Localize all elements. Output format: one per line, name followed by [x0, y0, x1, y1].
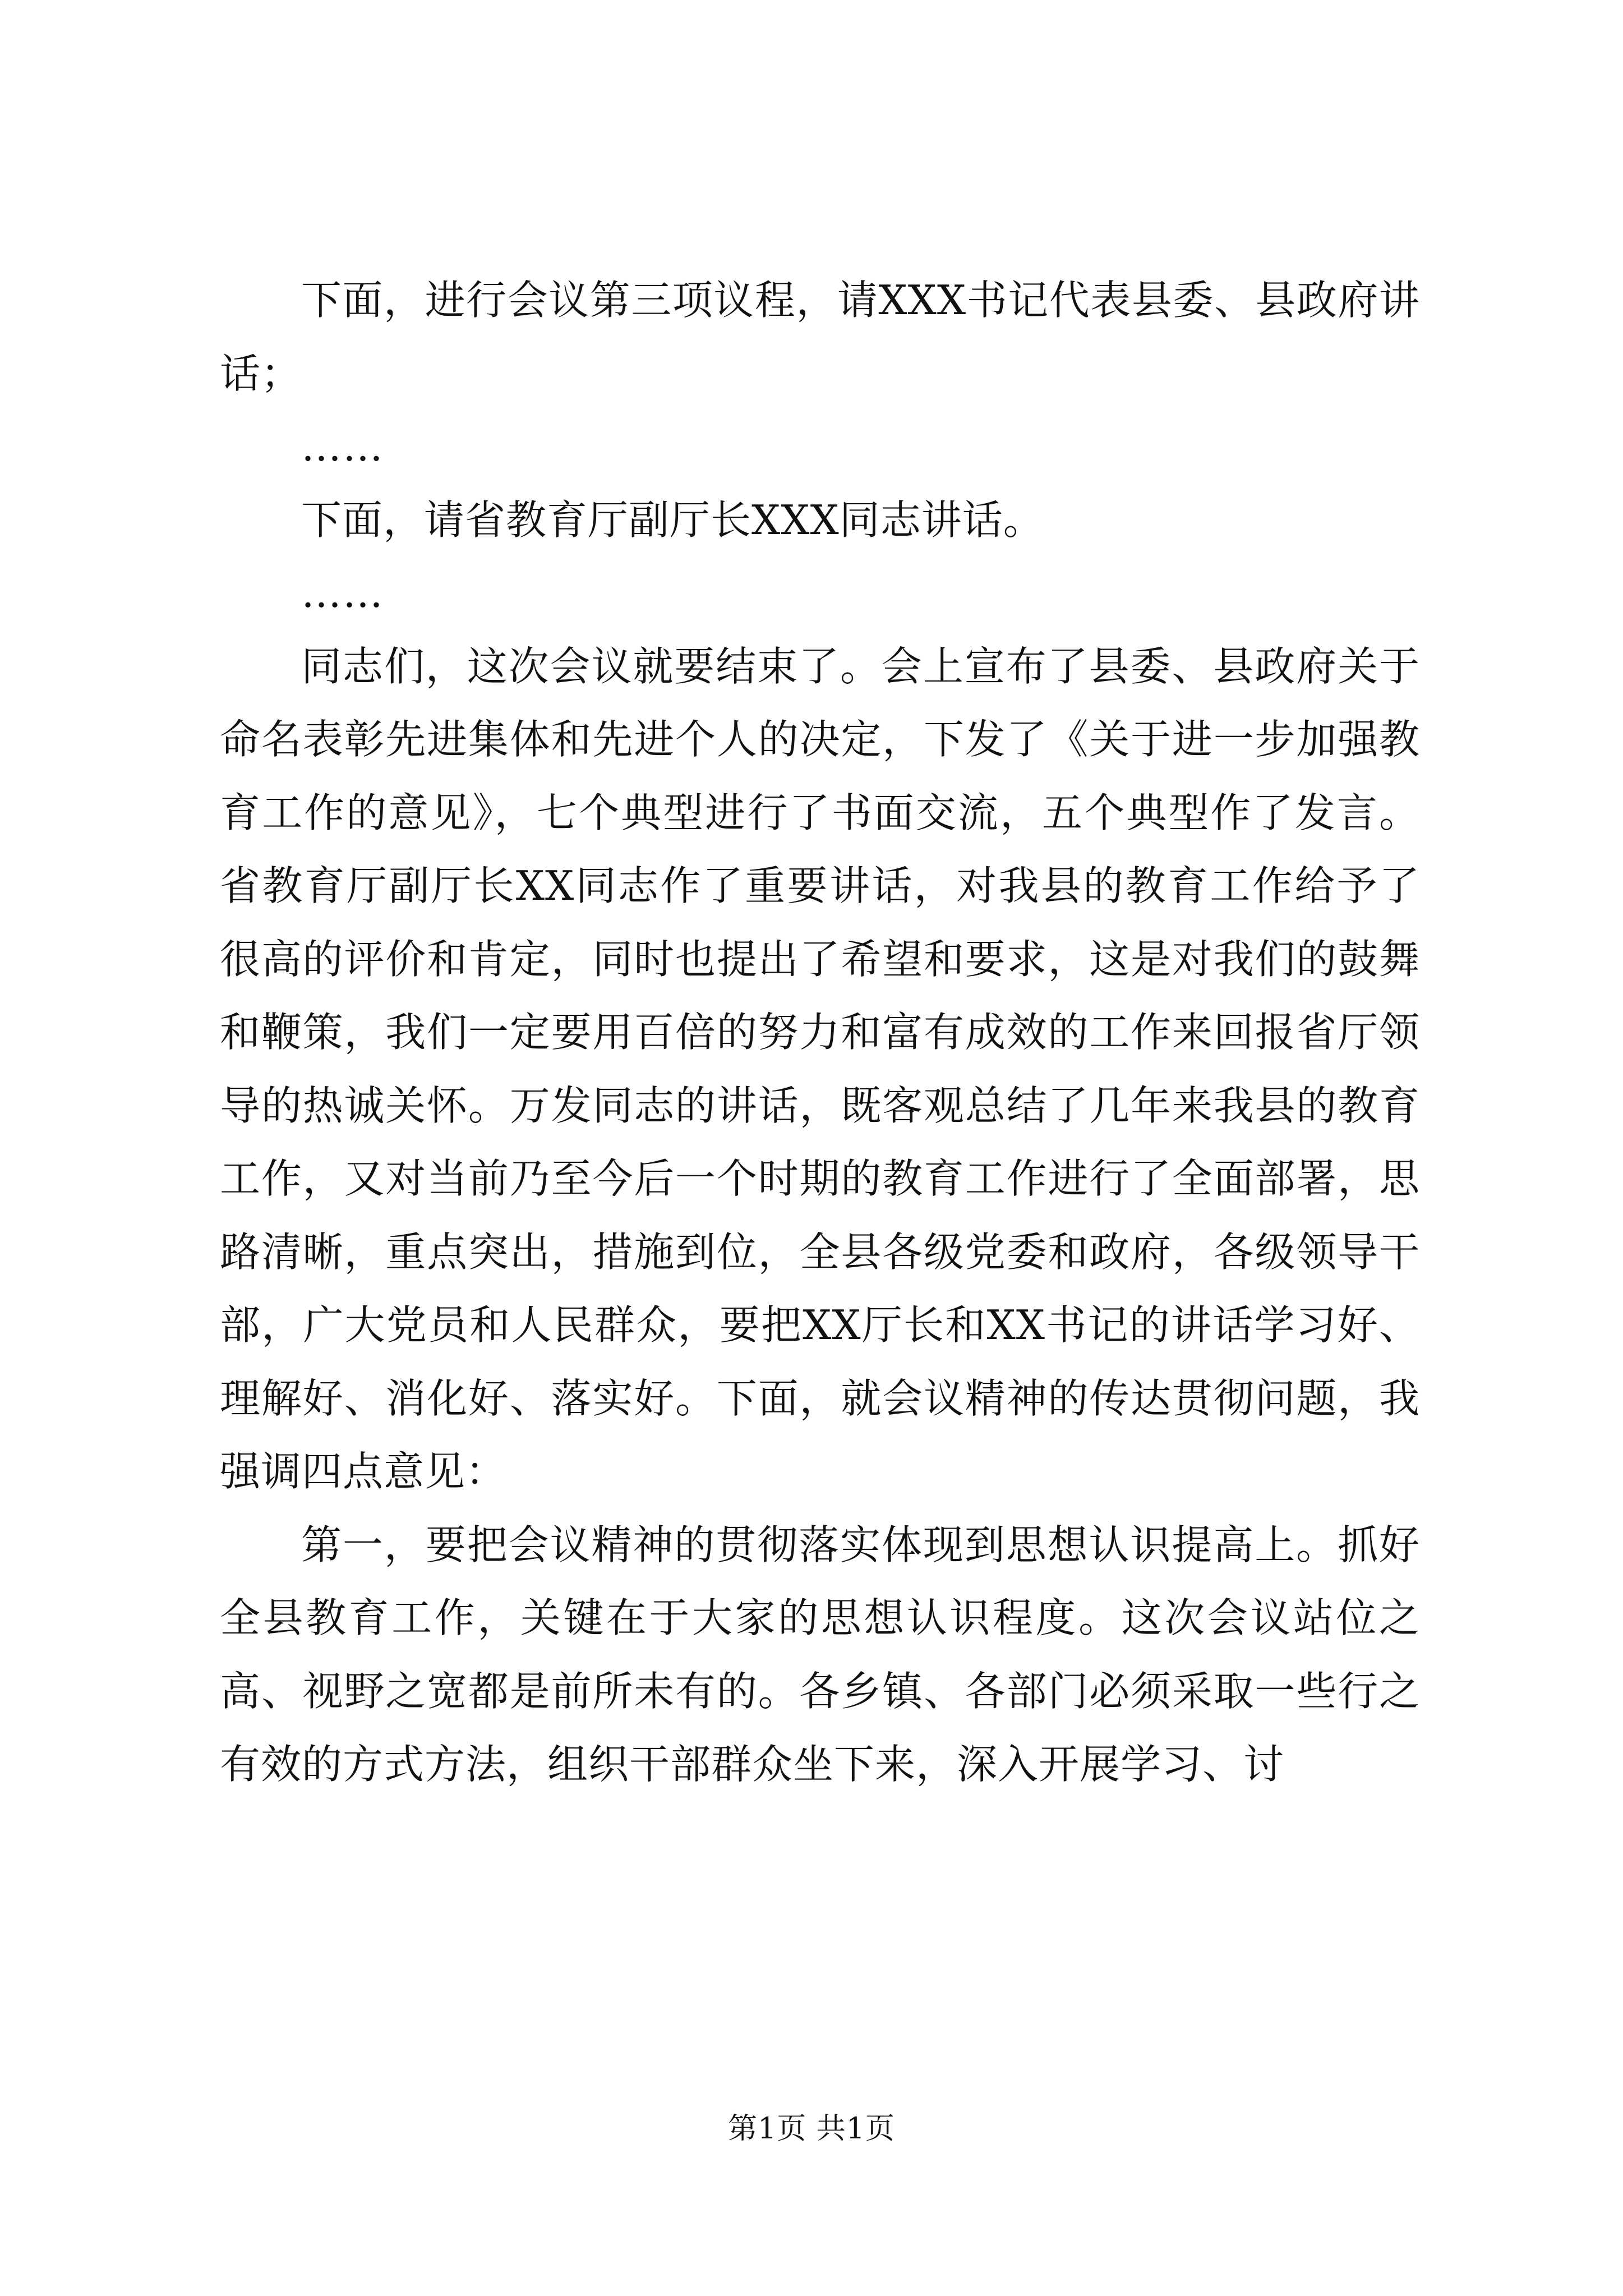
paragraph-vice-director-speech: 下面，请省教育厅副厅长XXX同志讲话。	[301, 496, 1044, 544]
paragraph-ellipsis-2: ……	[301, 569, 384, 616]
paragraph-point-one: 第一，要把会议精神的贯彻落实体现到思想认识提高上。抓好全县教育工作，关键在于大家的思想认识程度。这次会议站位之高、视野之宽都是前所未有的。各乡镇、各部门必须采取一些行之有效的方式方法，组织干部群众坐下来，深入开展学习、讨	[220, 1521, 1420, 1788]
page-footer: 第1页 共1页	[728, 2112, 895, 2146]
document-body	[220, 264, 1420, 1801]
paragraph-ellipsis-1: ……	[301, 423, 384, 470]
paragraph-meeting-summary: 同志们，这次会议就要结束了。会上宣布了县委、县政府关于命名表彰先进集体和先进个人的决定，下发了《关于进一步加强教育工作的意见》，七个典型进行了书面交流，五个典型作了发言。省教育厅副厅长XX同志作了重要讲话，对我县的教育工作给予了很高的评价和肯定，同时也提出了希望和要求，这是对我们的鼓舞和鞭策，我们一定要用百倍的努力和富有成效的工作来回报省厅领导的热诚关怀。万发同志的讲话，既客观总结了几年来我县的教育工作，又对当前乃至今后一个时期的教育工作进行了全面部署，思路清晰，重点突出，措施到位，全县各级党委和政府，各级领导干部，广大党员和人民群众，要把XX厅长和XX书记的讲话学习好、理解好、消化好、落实好。下面，就会议精神的传达贯彻问题，我强调四点意见：	[220, 642, 1420, 1495]
paragraph-agenda-third: 下面，进行会议第三项议程，请XXX书记代表县委、县政府讲话；	[220, 277, 1420, 397]
